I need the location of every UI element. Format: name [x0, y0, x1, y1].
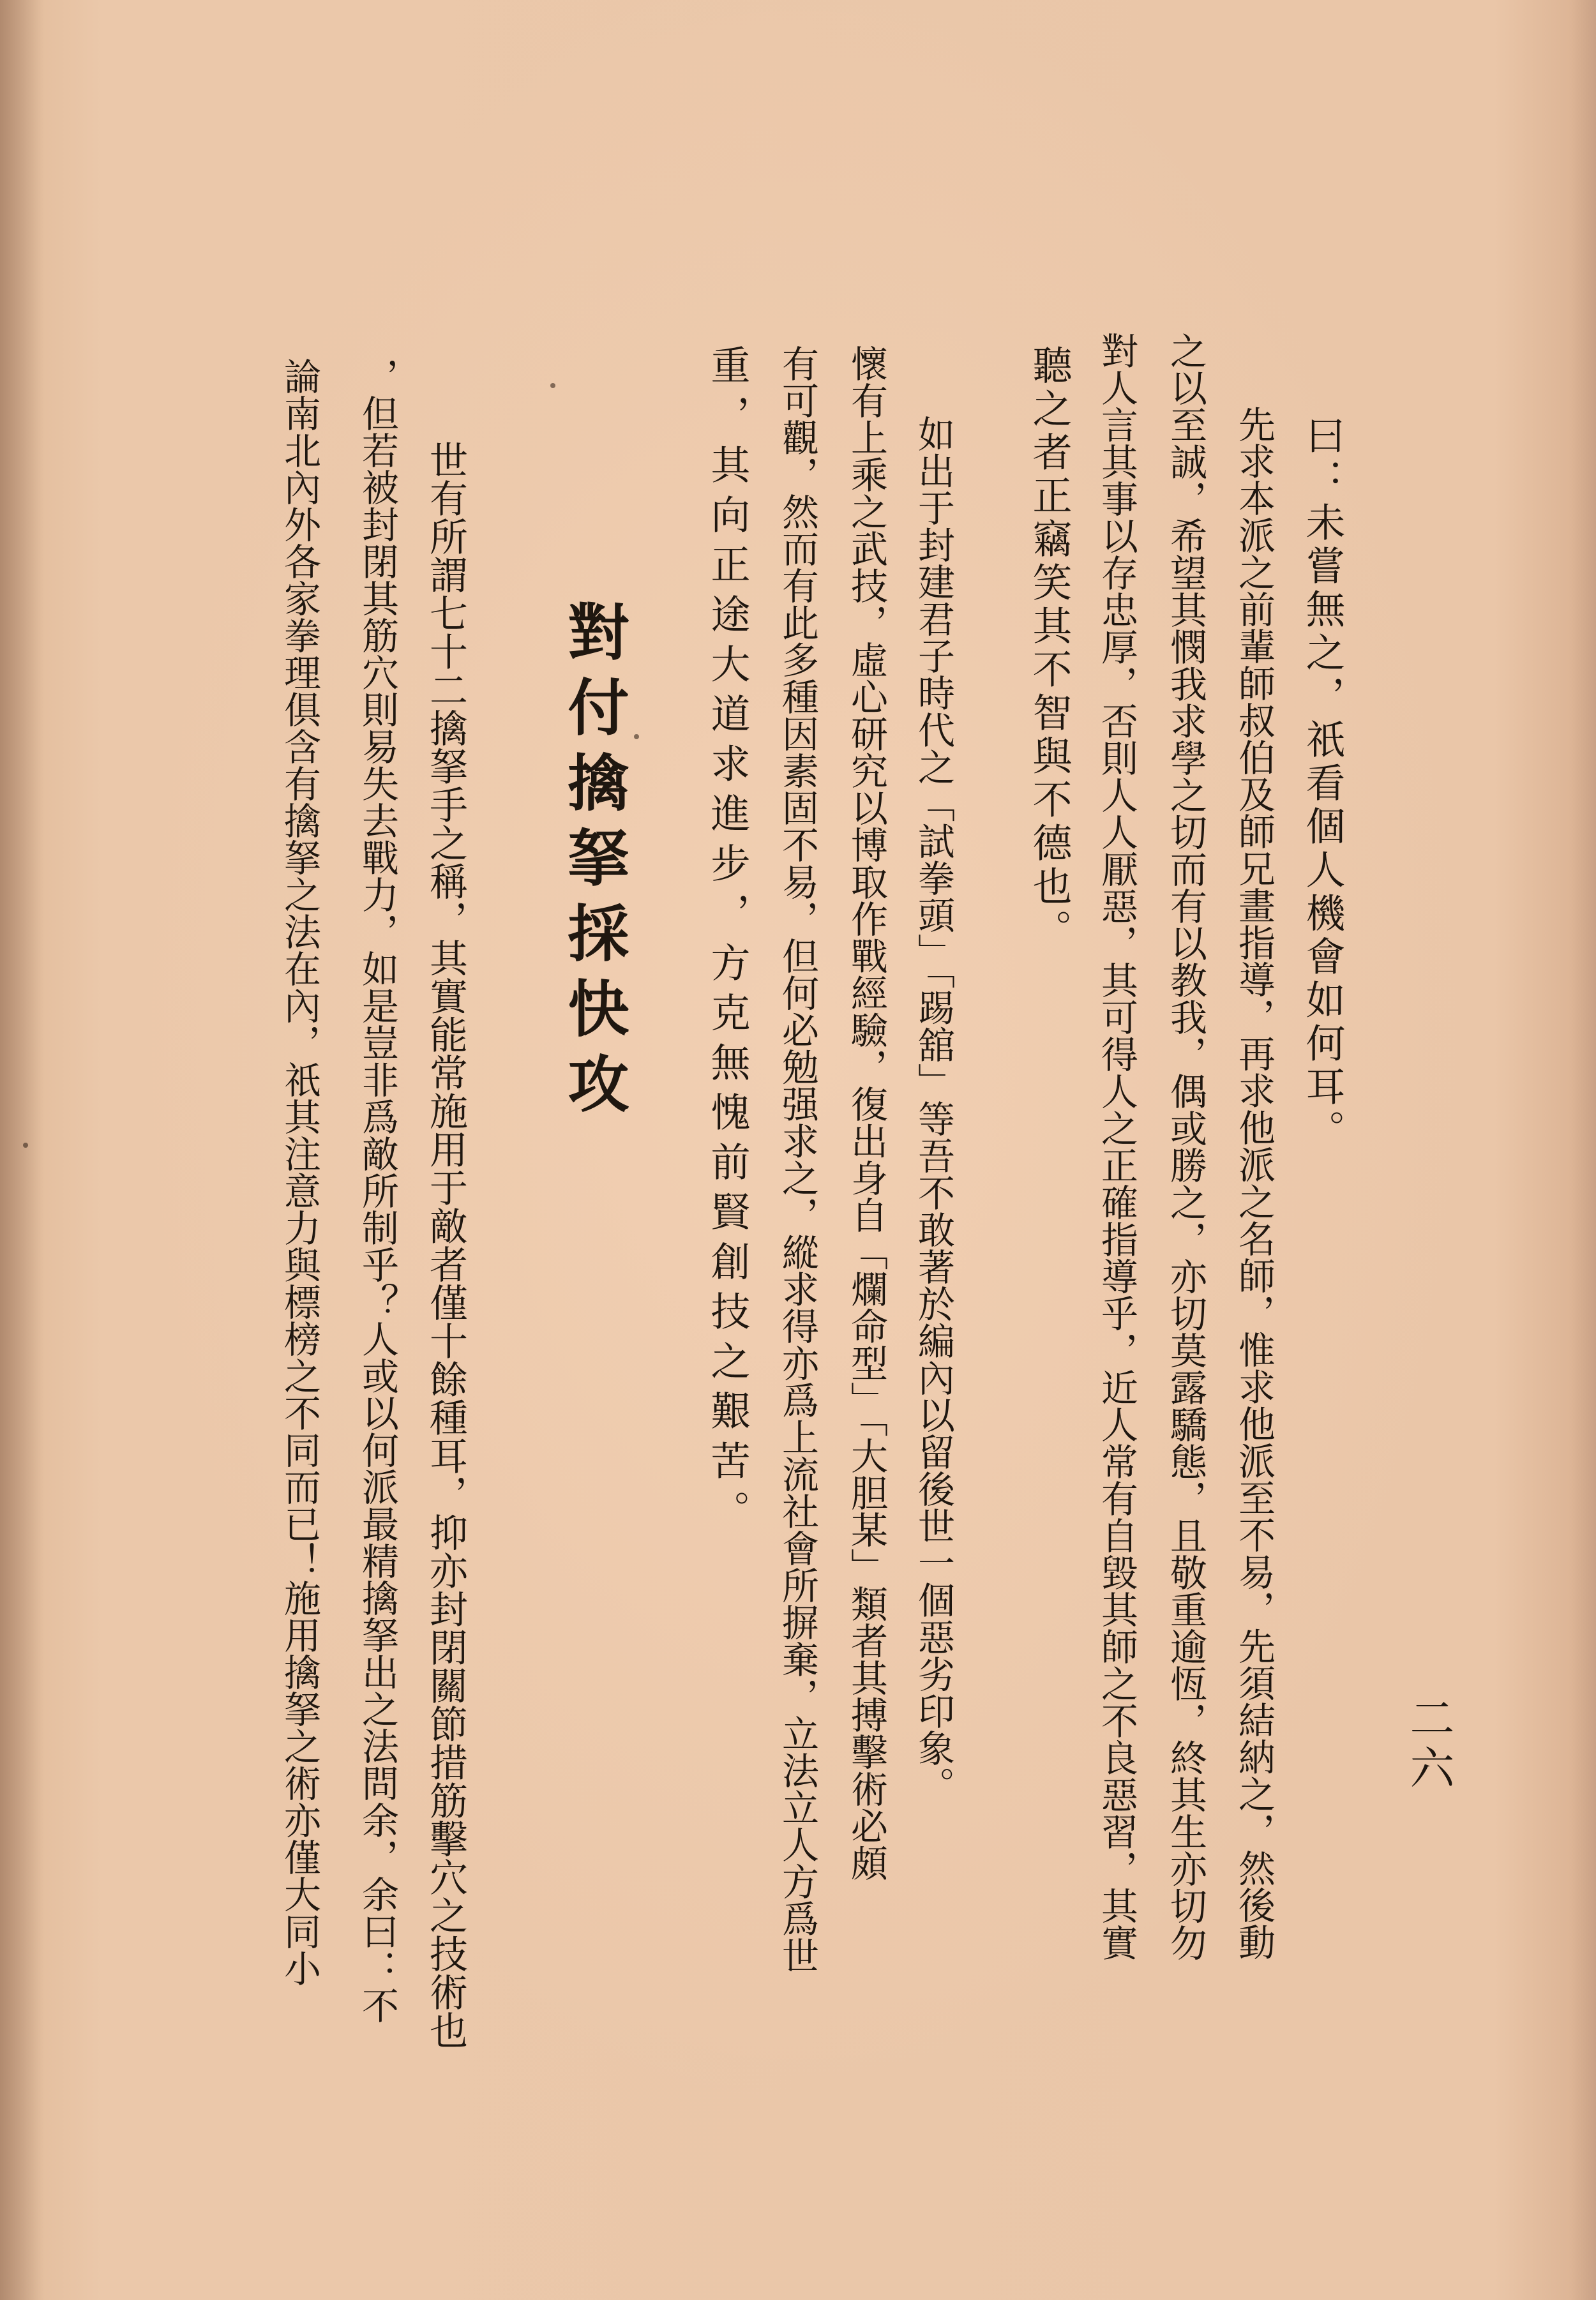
- paragraph-1-line-5: 聽之者正竊笑其不智與不德也。: [1026, 345, 1073, 952]
- ink-speck: [550, 383, 555, 388]
- section-title: 對付擒拏採快攻: [558, 600, 630, 1127]
- paragraph-1-line-3: 之以至誠，希望其憫我求學之切而有以教我，偶或勝之，亦切莫露驕態，且敬重逾恆，終其生亦切勿: [1164, 332, 1207, 1961]
- ink-speck: [634, 734, 639, 739]
- paragraph-3-line-2: ，但若被封閉其筋穴則易失去戰力，如是豈非爲敵所制乎？人或以何派最精擒拏出之法問余，余曰：不: [356, 357, 399, 2024]
- page-number: 二六: [1403, 1695, 1455, 1794]
- spine-shadow: [0, 0, 45, 2300]
- paragraph-1-line-2: 先求本派之前輩師叔伯及師兄畫指導，再求他派之名師，惟求他派至不易，先須結納之，然後動: [1232, 405, 1276, 1960]
- ink-speck: [23, 1143, 28, 1148]
- paragraph-3-line-1: 世有所謂七十二擒拏手之稱，其實能常施用于敵者僅十餘種耳，抑亦封閉關節措筋擊穴之技術也: [423, 440, 468, 2049]
- paragraph-2-line-1: 如出于封建君子時代之「試拳頭」「踢舘」等吾不敢著於編內以留後世一個惡劣印象。: [912, 415, 955, 1803]
- paragraph-2-line-3: 有可觀，然而有此多種因素固不易，但何必勉强求之，縱求得亦爲上流社會所摒棄，立法立人方爲世: [776, 345, 819, 1974]
- paragraph-2-line-4: 重，其向正途大道求進步，方克無愧前賢創技之艱苦。: [704, 345, 751, 1540]
- paragraph-1-line-4: 對人言其事以存忠厚，否則人人厭惡，其可得人之正確指導乎，近人常有自毀其師之不良惡習，其實: [1095, 332, 1138, 1961]
- paragraph-3-line-3: 論南北內外各家拳理俱含有擒拏之法在內，祇其注意力與標榜之不同而已！施用擒拏之術亦僅大同小: [278, 357, 321, 1987]
- paragraph-1-line-1: 曰：未嘗無之，祇看個人機會如何耳。: [1299, 415, 1346, 1153]
- paragraph-2-line-2: 懷有上乘之武技，虛心研究以博取作戰經驗，復出身自「爛命型」「大胆某」類者其搏擊術必頗: [845, 345, 888, 1881]
